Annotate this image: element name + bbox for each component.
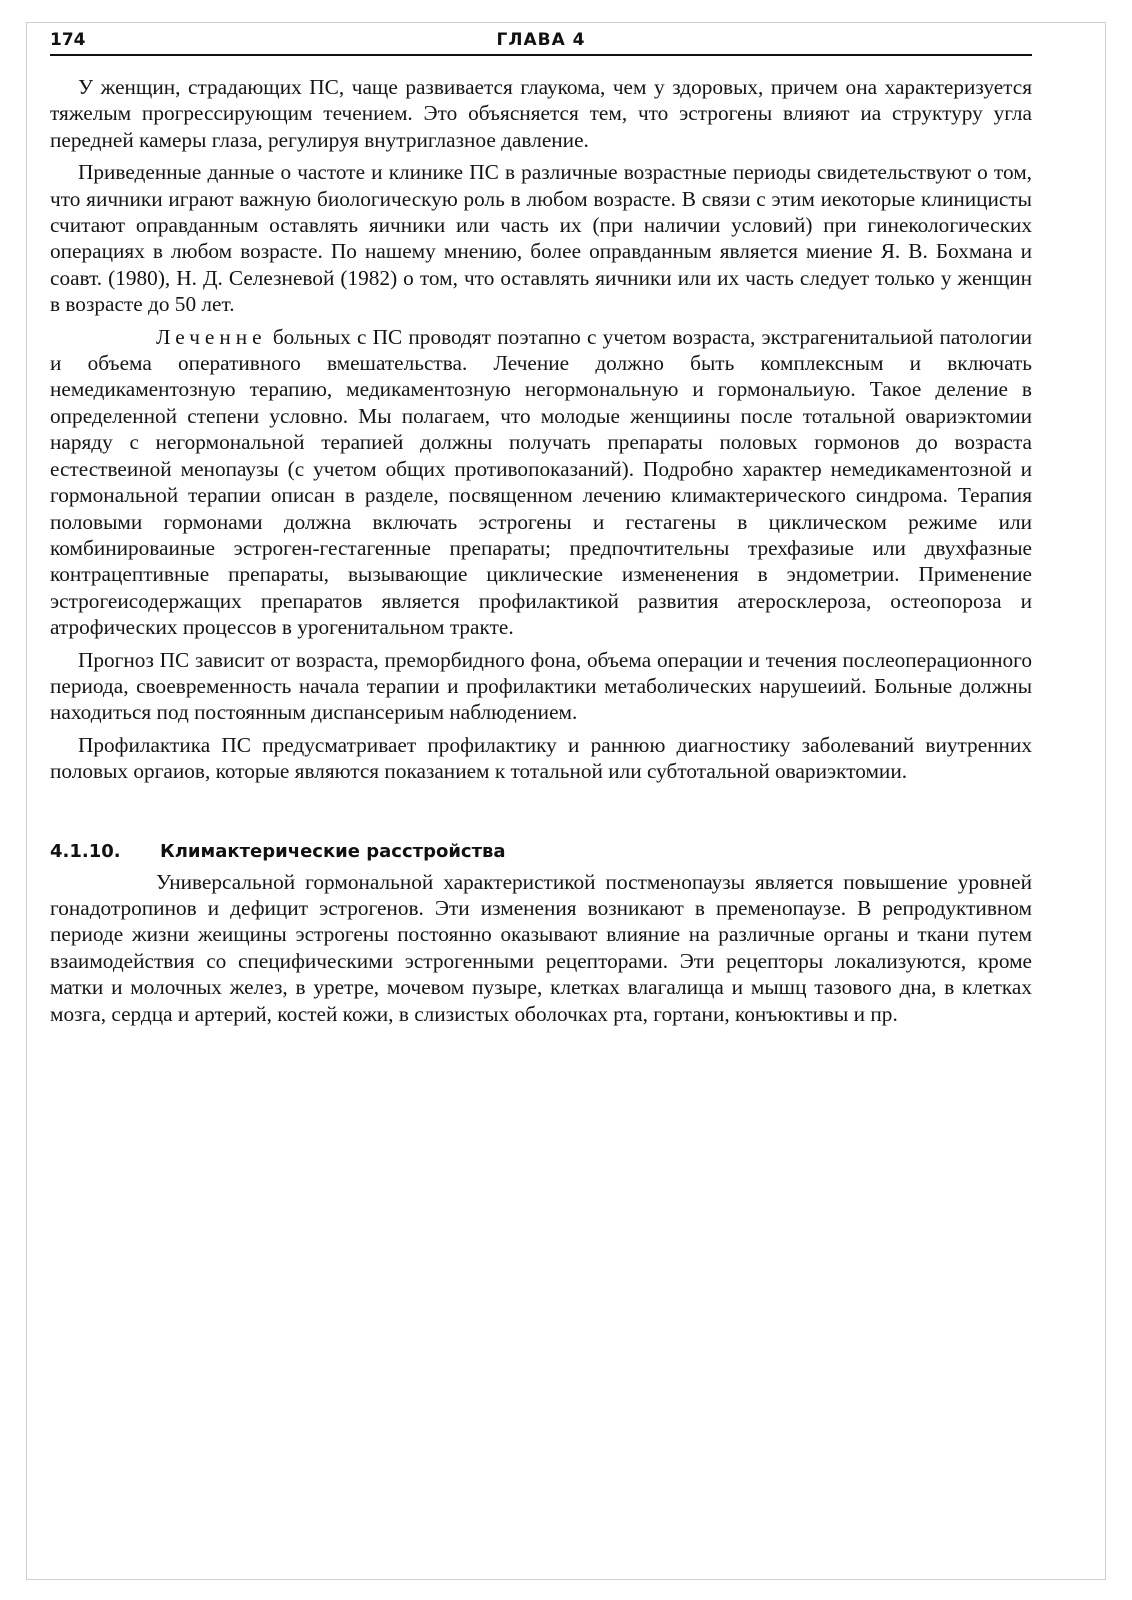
chapter-title: ГЛАВА 4 bbox=[496, 30, 586, 50]
page-header bbox=[50, 28, 1032, 56]
paragraph-prognosis: Прогноз ПС зависит от возраста, преморбидного фона, объема операции и течения послеоперационного периода, своевременность начала терапии и профилактики метаболических нарушеиий. Больные должны находиться под постоянным диспансериым наблюдением. bbox=[50, 647, 1032, 725]
section-title: Климактерические расстройства bbox=[160, 840, 506, 862]
paragraph-glaucoma: У женщин, страдающих ПС, чаще развивается глаукома, чем у здоровых, причем она характеризуется тяжелым прогрессирующим течением. Это объясняется тем, что эстрогены влияют иа структуру угла передней камеры глаза, регулируя внутриглазное давление. bbox=[50, 75, 1032, 152]
treatment-text: больных с ПС проводят поэтапно с учетом возраста, экстрагенитальиой патологии и объема оперативного вмешательства. Лечение должно быть комплексным и включать немедикаментозную терапию, медикаментозную негормональную и гормональиую. Такое деление в определенной степени условно. Мы полагаем, что молодые женщиины после тотальной овариэктомии наряду с негормональной терапией должны получать препараты половых гормонов до возраста естествеиной менопаузы (с учетом общих противопоказаний). Подробно характер немедикаментозной и гормональной терапии описан в разделе, посвященном лечению климактерического синдрома. Терапия половыми гормонами должна включать эстрогены и гестагены в циклическом режиме или комбинироваиные эстроген-гестагенные препараты; предпочтительны трехфазиые или двухфазные контрацептивные препараты, вызывающие циклические измененения в эндометрии. Применение эстрогеисодержащих препаратов является профилактикой развития атеросклероза, остеопороза и атрофических процессов в урогенитальном тракте. bbox=[50, 324, 1032, 640]
paragraph-prevention: Профилактика ПС предусматривает профилактику и раннюю диагностику заболеваний виутренних половых оргаиов, которые являются показанием к тотальной или субтотальной овариэктомии. bbox=[50, 732, 1032, 784]
paragraph-treatment bbox=[50, 324, 1032, 641]
section-heading bbox=[50, 839, 1032, 865]
section-number: 4.1.10. bbox=[50, 840, 121, 862]
page-body bbox=[50, 74, 1032, 1033]
treatment-lead-word: Леченне bbox=[156, 324, 267, 349]
paragraph-ovaries: Приведенные данные о частоте и клинике ПС в различные возрастные периоды свидетельствуют о том, что яичники играют важную биологическую роль в любом возрасте. В связи с этим иекоторые клиницисты считают оправданным оставлять яичники или часть их (при наличии условий) при гинекологических операциях в любом возрасте. По нашему мнению, более оправданным является миение Я. В. Бохмана и соавт. (1980), Н. Д. Селезневой (1982) о том, что оставлять яичники или их часть следует только у женщин в возрасте до 50 лет. bbox=[50, 160, 1032, 317]
paragraph-section-intro: Универсальной гормональной характеристикой постменопаузы является повышение уровней гонадотропинов и дефицит эстрогенов. Эти изменения возникают в пременопаузе. В репродуктивном периоде жизни жеищины эстрогены постоянно оказывают влияние на различные органы и ткани путем взаимодействия со специфическими эстрогенными рецепторами. Эти рецепторы локализуются, кроме матки и молочных желез, в уретре, мочевом пузыре, клетках влагалища и мышц тазового дна, в клетках мозга, сердца и артерий, костей кожи, в слизистых оболочках рта, гортани, конъюктивы и пр. bbox=[50, 869, 1032, 1026]
page-number: 174 bbox=[50, 30, 86, 50]
